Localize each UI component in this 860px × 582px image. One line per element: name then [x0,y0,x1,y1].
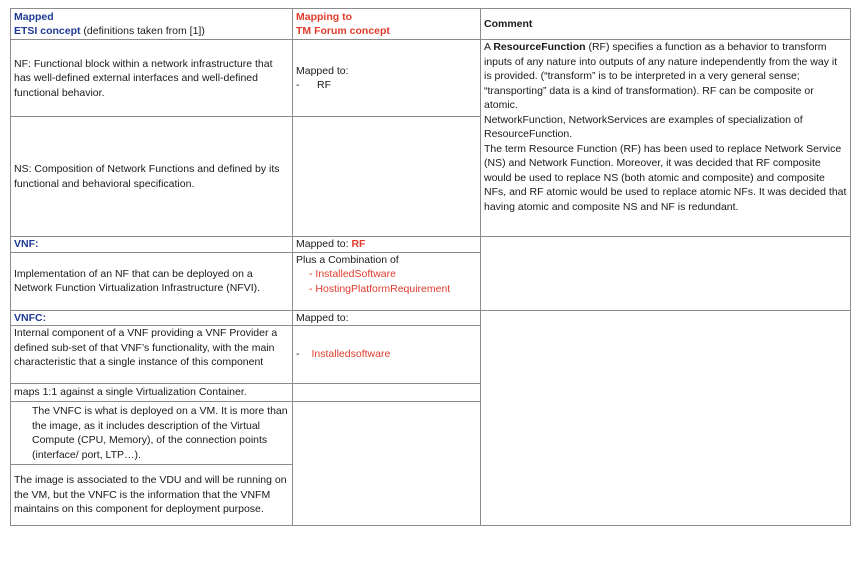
vnfc-note2: The image is associated to the VDU and will be running on the VM, but the VNFC is the information that the VNFM maintains on this component for deployment purpose. [11,465,293,526]
vnfc-maps-mapping-cell [293,384,481,402]
vnfc-mapping-cell [293,326,481,384]
nf-definition: NF: Functional block within a network infrastructure that has well-defined external interfaces and well-defined functional behavior. [11,40,293,117]
ns-comment-p1: NetworkFunction, NetworkServices are examples of specialization of ResourceFunction. [484,113,803,141]
vnfc-header-row [11,310,851,326]
vnfc-note1-cell [11,402,293,465]
nf-mapping-cell [293,40,481,117]
vnfc-maps: maps 1:1 against a single Virtualization Container. [11,384,293,402]
vnfc-note-mapping-cell [293,402,481,526]
vnf-mapping-cell [293,252,481,310]
ns-mapping-cell [293,117,481,237]
header-etsi-note: (definitions taken from [1]) [80,25,205,38]
header-mapping-cell [293,9,481,40]
vnfc-mapping-label: Mapped to: [293,310,481,326]
ns-definition: NS: Composition of Network Functions and defined by its functional and behavioral specification. [11,117,293,237]
vnf-mapping-item-1: - HostingPlatformRequirement [309,282,451,295]
vnf-mapping-item-0: - InstalledSoftware [309,268,396,281]
vnf-combination-label: Plus a Combination of [296,253,399,266]
vnfc-note1: The VNFC is what is deployed on a VM. It is more than the image, as it includes description of the Virtual Compute (CPU, Memory), of the connection points (interface/ port, LTP…). [32,405,288,461]
vnfc-definition: Internal component of a VNF providing a VNF Provider a defined sub-set of that VNF’s functionality, with the main characteristic that a single instance of this component [11,326,293,384]
nf-ns-comment: A ResourceFunction (RF) specifies a function as a behavior to transform inputs of any nature into outputs of any nature independently from the way it is provided. (“transform” is to be interpreted in a very general sense; “transporting” data is a kind of transformation). RF can be composite or atomic. NetworkFunction, NetworkServices are examples of specialization of ResourceFunction. The term Resource Function (RF) has been used to replace Network Service (NS) and Network Function. Moreover, it was decided that RF composite would be used to replace NS (both atomic and composite) and composite NFs, and RF atomic would be used to replace atomic NFs. It was decided that having atomic and composite NS and NF is redundant. [481,40,851,237]
nf-row [11,40,851,117]
header-row [11,9,851,40]
header-mapping-to: Mapping to [296,11,352,23]
header-etsi-concept: ETSI concept [14,25,81,38]
vnfc-comment-cell [481,310,851,525]
vnfc-mapping-item: Installedsoftware [311,348,391,361]
vnf-definition: Implementation of an NF that can be deployed on a Network Function Virtualization Infrastructure (NFVI). [11,252,293,310]
header-mapped-label: Mapped [14,11,54,23]
ns-comment-p2: The term Resource Function (RF) has been used to replace Network Service (NS) and Network Function. Moreover, it was decided that RF composite would be used to replace NS (both atomic and composite) and composite NFs, and RF atomic would be used to replace atomic NFs. It was decided that having atomic and composite NS and NF is redundant. [484,142,847,213]
header-mapped-cell [11,9,293,40]
nf-mapping-item: - RF [296,79,331,92]
vnf-header-row [11,237,851,253]
vnfc-header: VNFC: [11,310,293,326]
nf-mapping-label: Mapped to: [296,64,349,77]
resource-function-term: ResourceFunction [493,41,586,54]
header-tmf-concept: TM Forum concept [296,25,390,38]
vnf-mapping-label-cell: Mapped to: RF [293,237,481,253]
vnfc-mapping-dash: - [296,348,300,361]
vnf-mapping-value: RF [351,238,366,251]
header-comment: Comment [481,9,851,40]
mapping-table [10,8,851,526]
vnf-header: VNF: [11,237,293,253]
vnf-comment-cell [481,237,851,310]
